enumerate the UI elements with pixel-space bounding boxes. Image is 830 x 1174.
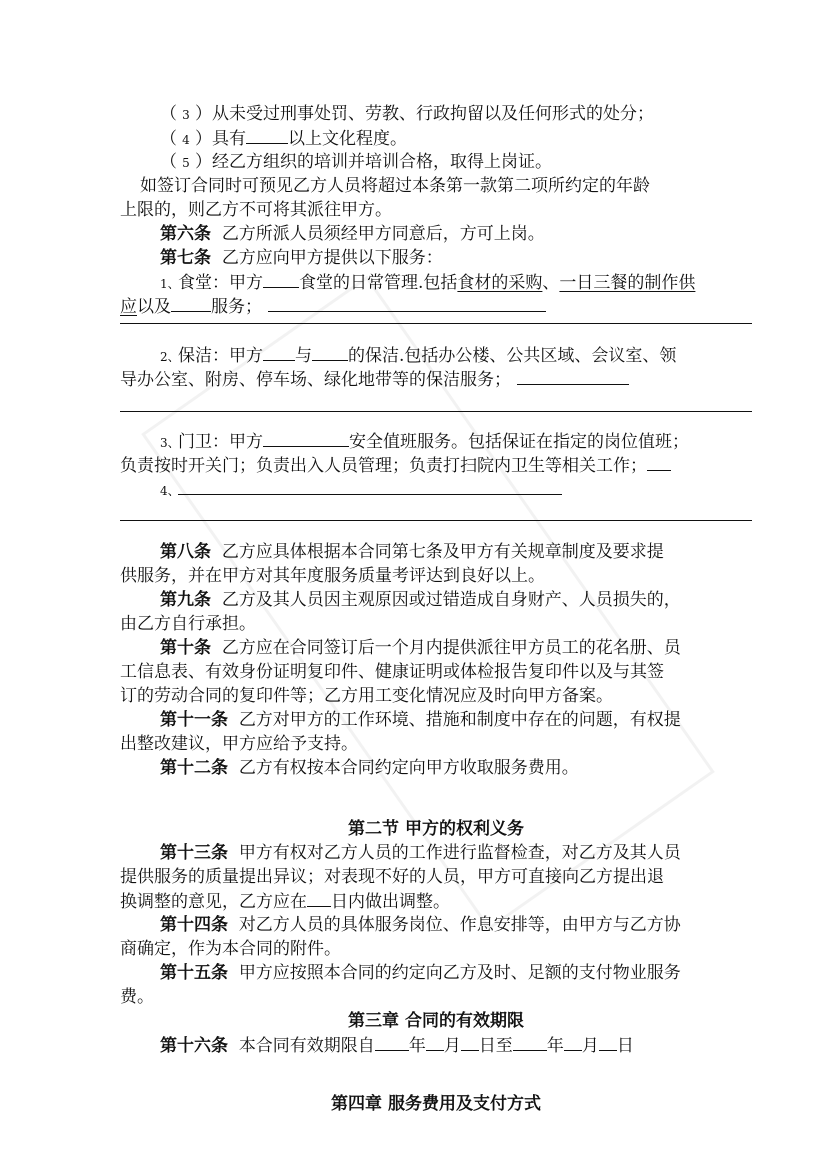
service-4-line: 4、: [160, 477, 752, 503]
article-15-line1: 第十五条 甲方应按照本合同的约定向乙方及时、足额的支付物业服务: [160, 963, 681, 983]
article-12: 第十二条 乙方有权按本合同约定向甲方收取服务费用。: [160, 758, 579, 778]
blank-line: [120, 323, 752, 324]
blank-line: [120, 520, 752, 521]
article-9-line1: 第九条 乙方及其人员因主观原因或过错造成自身财产、人员损失的，: [160, 590, 681, 610]
chapter-4-heading: 第四章 服务费用及支付方式: [331, 1094, 541, 1114]
chapter-3-heading: 第三章 合同的有效期限: [348, 1011, 524, 1031]
article-11-line2: 出整改建议，甲方应给予支持。: [120, 734, 358, 754]
article-10-line3: 订的劳动合同的复印件等；乙方用工变化情况应及时向甲方备案。: [120, 686, 613, 706]
article-16: 第十六条 本合同有效期限自 年 月 日至 年 月 日: [160, 1033, 752, 1058]
article-14-line2: 商确定，作为本合同的附件。: [120, 939, 341, 959]
service-1-line2: 应以及 服务；: [120, 294, 752, 319]
article-13-line3: 换调整的意见，乙方应在 日内做出调整。: [120, 889, 752, 914]
item-5: （ 5 ）经乙方组织的培训并培训合格，取得上岗证。: [160, 152, 552, 172]
article-9-line2: 由乙方自行承担。: [120, 614, 256, 634]
article-6: 第六条 乙方所派人员须经甲方同意后，方可上岗。: [160, 224, 545, 244]
blank-line: [120, 411, 752, 412]
article-8-line1: 第八条 乙方应具体根据本合同第七条及甲方有关规章制度及要求提: [160, 542, 664, 562]
article-10-line2: 工信息表、有效身份证明复印件、健康证明或体检报告复印件以及与其签: [120, 662, 664, 682]
section-2-heading: 第二节 甲方的权利义务: [348, 819, 524, 839]
service-3-line1: 3、门卫：甲方 安全值班服务。包括保证在指定的岗位值班；: [160, 429, 752, 455]
article-13-line2: 提供服务的质量提出异议；对表现不好的人员，甲方可直接向乙方提出退: [120, 867, 664, 887]
item-4: （ 4 ）具有 以上文化程度。: [160, 126, 752, 152]
age-paragraph-line1: 如签订合同时可预见乙方人员将超过本条第一款第二项所约定的年龄: [140, 176, 650, 196]
article-14-line1: 第十四条 对乙方人员的具体服务岗位、作息安排等，由甲方与乙方协: [160, 915, 681, 935]
article-13-line1: 第十三条 甲方有权对乙方人员的工作进行监督检查，对乙方及其人员: [160, 843, 681, 863]
article-7: 第七条 乙方应向甲方提供以下服务：: [160, 248, 443, 268]
article-8-line2: 供服务，并在甲方对其年度服务质量考评达到良好以上。: [120, 566, 545, 586]
service-2-line2: 导办公室、附房、停车场、绿化地带等的保洁服务；: [120, 367, 752, 392]
article-10-line1: 第十条 乙方应在合同签订后一个月内提供派往甲方员工的花名册、员: [160, 638, 681, 658]
service-2-line1: 2、保洁：甲方 与 的保洁.包括办公楼、公共区域、会议室、领: [160, 343, 752, 369]
article-15-line2: 费。: [120, 987, 154, 1007]
article-11-line1: 第十一条 乙方对甲方的工作环境、措施和制度中存在的问题，有权提: [160, 710, 681, 730]
service-1-line1: 1、食堂：甲方 食堂的日常管理.包括食材的采购、一日三餐的制作供: [160, 270, 752, 296]
age-paragraph-line2: 上限的，则乙方不可将其派往甲方。: [120, 200, 392, 220]
item-3: （ 3 ）从未受过刑事处罚、劳教、行政拘留以及任何形式的处分；: [160, 104, 654, 124]
service-3-line2: 负责按时开关门；负责出入人员管理；负责打扫院内卫生等相关工作；: [120, 453, 752, 478]
